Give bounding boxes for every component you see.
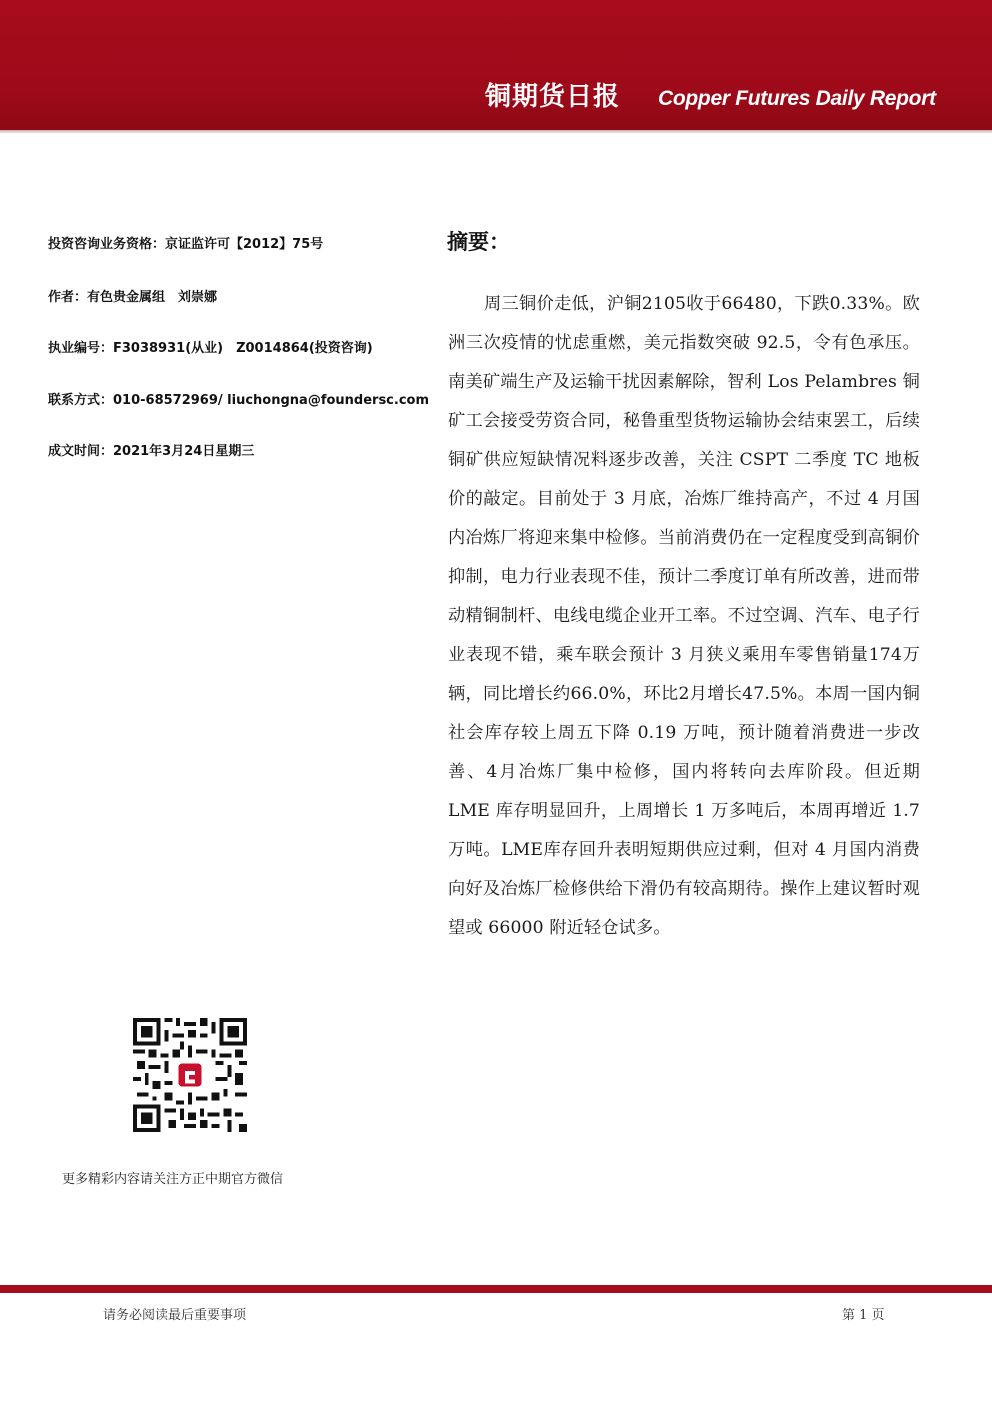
page-number: 第 1 页 [842,1308,885,1323]
summary-body: 周三铜价走低，沪铜2105收于66480，下跌0.33%。欧洲三次疫情的忧虑重燃，美元指数突破 92.5，令有色承压。南美矿端生产及运输干扰因素解除，智利 Los Pelambres 铜矿工会接受劳资合同，秘鲁重型货物运输协会结束罢工，后续铜矿供应短缺情况料逐步改善，关注 CSPT 二季度 TC 地板价的敲定。目前处于 3 月底，冶炼厂维持高产，不过 4 月国内冶炼厂将迎来集中检修。当前消费仍在一定程度受到高铜价抑制，电力行业表现不佳，预计二季度订单有所改善，进而带动精铜制杆、电线电缆企业开工率。不过空调、汽车、电子行业表现不错，乘车联会预计 3 月狭义乘用车零售销量174万辆，同比增长约66.0%，环比2月增长47.5%。本周一国内铜社会库存较上周五下降 0.19 万吨，预计随着消费进一步改善、4月冶炼厂集中检修，国内将转向去库阶段。但近期 LME 库存明显回升，上周增长 1 万多吨后，本周再增近 1.7 万吨。LME库存回升表明短期供应过剩，但对 4 月国内消费向好及冶炼厂检修供给下滑仍有较高期待。操作上建议暂时观望或 66000 附近轻仓试多。 [448,294,920,938]
date-line: 成文时间：2021年3月24日星期三 [48,444,255,459]
report-title-cn: 铜期货日报 [485,82,621,112]
qualification-line: 投资咨询业务资格：京证监许可【2012】75号 [48,237,324,252]
header-shadow [0,130,992,134]
author-line: 作者：有色贵金属组 刘崇娜 [48,290,218,305]
footer-notice: 请务必阅读最后重要事项 [103,1308,247,1323]
qr-code-icon [133,1018,247,1132]
footer-rule [0,1285,992,1293]
contact-line: 联系方式：010-68572969/ liuchongna@foundersc.com [48,393,430,408]
report-title-en: Copper Futures Daily Report [658,87,936,110]
license-line: 执业编号：F3038931(从业) Z0014864(投资咨询) [48,341,373,356]
summary-heading: 摘要： [447,230,510,254]
qr-caption: 更多精彩内容请关注方正中期官方微信 [62,1172,284,1187]
